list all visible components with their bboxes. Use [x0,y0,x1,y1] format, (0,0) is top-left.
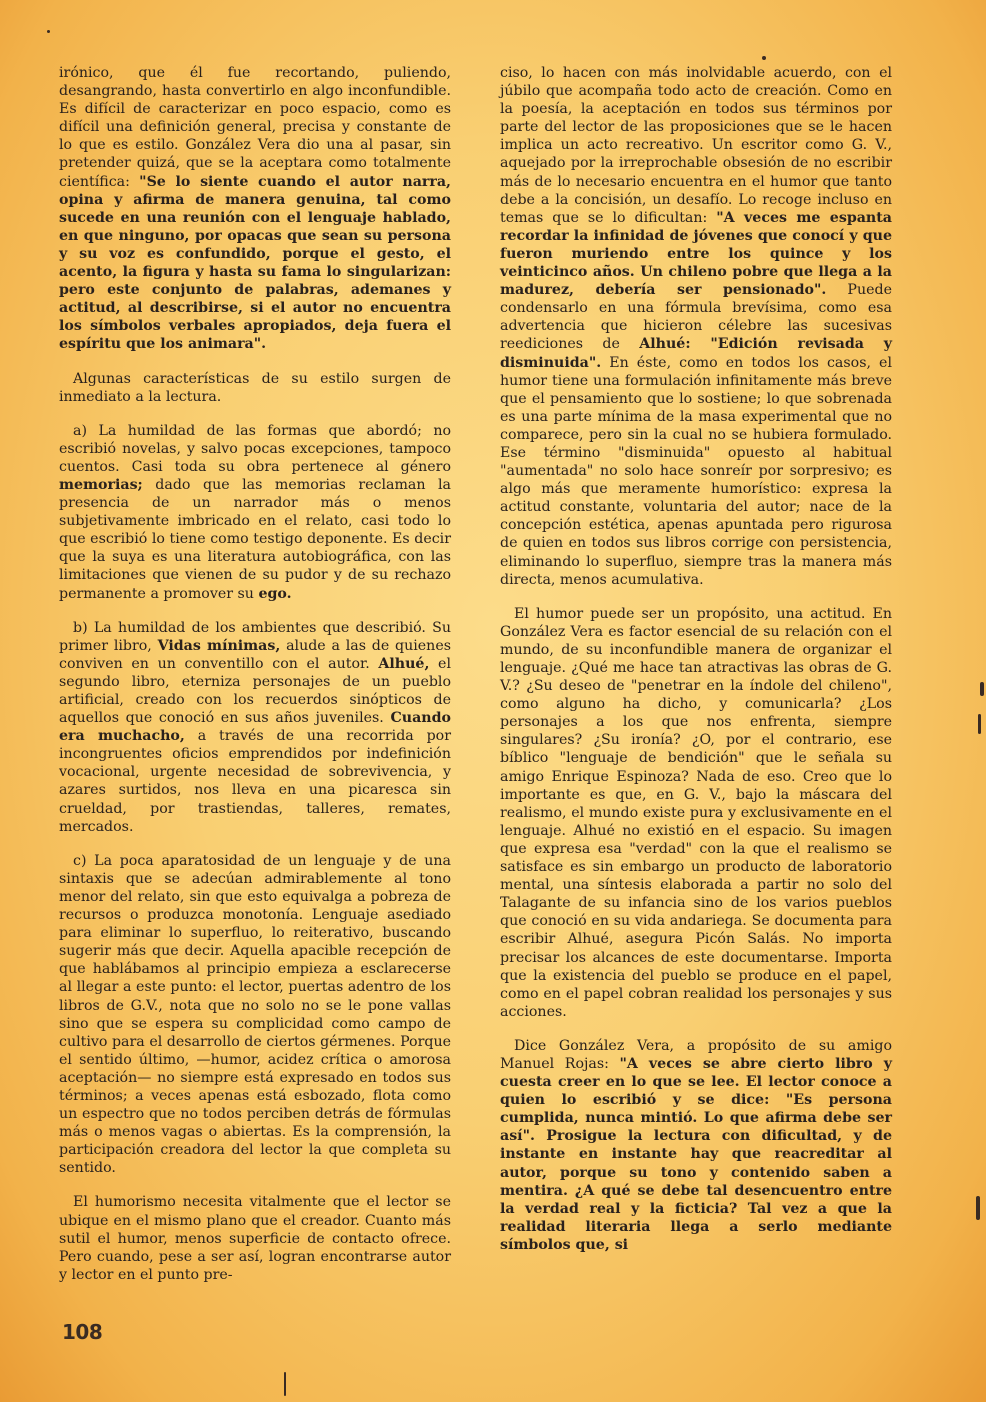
ink-speck [976,1196,980,1220]
book-title: Alhué, [378,655,430,672]
paragraph-item-c: c) La poca aparatosidad de un lenguaje y de una sintaxis que se adecúan admirablemente al tono menor del relato, sin que esto equivalga a pobreza de recursos o produzca monotonía. Lenguaje asediado para eliminar lo superfluo, lo reiterativo, buscando sugerir más que decir. Aquella apacible recepción de que hablábamos al principio empieza a esclarecerse al llegar a este punto: el lector, puertas adentro de los libros de G.V., nota que no solo no se le pone vallas sino que se espera su complicidad como campo de cultivo para el desarrollo de ciertos gérmenes. Porque el sentido último, —humor, acidez crítica o amorosa aceptación— no siempre está expresado en todos sus términos; a veces apenas está esbozado, flota como un espectro que no todos perciben detrás de fórmulas más o menos vagas o abiertas. Es la comprensión, la participación creadora del lector la que completa su sentido. [59,852,451,1177]
ink-speck [980,682,984,696]
ink-speck [47,30,50,33]
quote: "A veces me espanta recordar la infinidad de jóvenes que conocí y que fueron muriendo entre los quince y los veinticinco años. Un chileno pobre que llega a la madurez, debería ser pensionado". [500,209,892,299]
paragraph: Algunas características de su estilo surgen de inmediato a la lectura. [59,370,451,405]
quote-gonzalez-vera: "Se lo siente cuando el autor narra, opina y afirma de manera genuina, tal como sucede en una reunión con el lenguaje hablado, en que ninguno, por opacas que sean su persona y su voz es confundido, porque el gesto, el acento, la figura y hasta su fama lo singularizan: pero este conjunto de palabras, ademanes y actitud, al describirse, si el autor no encuentra los símbolos verbales apropiados, deja fuera el espíritu que los animara". [59,173,451,353]
left-column [59,64,451,1300]
paragraph-item-b: b) La humildad de los ambientes que describió. Su primer libro, Vidas mínimas, alude a las de quienes conviven en un conventillo con el autor. Alhué, el segundo libro, eterniza personajes de un pueblo artificial, creado con los recuerdos sinópticos de aquellos que conoció en sus años juveniles. Cuando era muchacho, a través de una recorrida por incongruentes oficios emprendidos por indefinición vocacional, urgente necesidad de sobrevivencia, y azares surtidos, nos lleva en una picaresca sin crueldad, por trastiendas, talleres, remates, mercados. [59,619,452,835]
paragraph-item-a: a) La humildad de las formas que abordó; no escribió novelas, y salvo pocas excepciones, tampoco cuentos. Casi toda su obra pertenece al género memorias; dado que las memorias reclaman la presencia de un narrador más o menos subjetivamente imbricado en el relato, casi todo lo que escribió lo tiene como testigo deponente. Es decir que la suya es una literatura autobiográfica, con las limitaciones que vienen de su pudor y de su rechazo permanente a promover su ego. [59,422,451,602]
paragraph: El humorismo necesita vitalmente que el lector se ubique en el mismo plano que el creador. Cuanto más sutil el humor, menos superficie de contacto ofrece. Pero cuando, pese a ser así, logran encontrarse autor y lector en el punto pre- [59,1194,451,1283]
ink-speck [762,56,766,60]
ink-speck [284,1372,286,1396]
right-column [500,64,892,1270]
quote: "A veces se abre cierto libro y cuesta creer en lo que se lee. El lector conoce a quien lo escribió y se dice: "Es persona cumplida, nunca mintió. Lo que afirma debe ser así". Prosigue la lectura con dificultad, y de instante en instante hay que reacreditar al autor, porque su tono y contenido saben a mentira. ¿A qué se debe tal desencuentro entre la verdad real y la ficticia? Tal vez a que la realidad literaria llega a serlo mediante símbolos que, si [500,1055,892,1253]
ink-speck [978,714,981,734]
page-number: 108 [62,1320,103,1344]
book-title: Cuando era muchacho, [59,710,451,745]
quote: Alhué: "Edición revisada y disminuida". [500,336,892,371]
paragraph: Dice González Vera, a propósito de su amigo Manuel Rojas: "A veces se abre cierto libro y cuesta creer en lo que se lee. El lector conoce a quien lo escribió y se dice: "Es persona cumplida, nunca mintió. Lo que afirma debe ser así". Prosigue la lectura con dificultad, y de instante en instante hay que reacreditar al autor, porque su tono y contenido saben a mentira. ¿A qué se debe tal desencuentro entre la verdad real y la ficticia? Tal vez a que la realidad literaria llega a serlo mediante símbolos que, si [500,1037,892,1253]
paragraph: El humor puede ser un propósito, una actitud. En González Vera es factor esencial de su relación con el mundo, de su inconfundible manera de organizar el lenguaje. ¿Qué me hace tan atractivas las obras de G. V.? ¿Su deseo de "penetrar en la índole del chileno", como alguno ha dicho, y comunicarla? ¿Los personajes a los que nos enfrenta, siempre singulares? ¿Su ironía? ¿O, por el contrario, ese bíblico "lenguaje de bendición" que le señala su amigo Enrique Espinoza? Nada de eso. Creo que lo importante es que, en G. V., bajo la máscara del realismo, el mundo existe pura y exclusivamente en el lenguaje. Alhué no existió en el espacio. Su imagen que expresa esa "verdad" con la que el realismo se satisface es sin embargo un producto de laboratorio mental, una síntesis elaborada a partir no solo del Talagante de su infancia sino de los varios pueblos que conoció en su vida andariega. Se documenta para escribir Alhué, asegura Picón Salás. No importa precisar los alcances de este documentarse. Importa que la existencia del pueblo se produce en el papel, como en el papel cobran realidad los personajes y sus acciones. [500,605,892,1020]
book-title: Vidas mínimas, [157,637,281,654]
paragraph: irónico, que él fue recortando, puliendo, desangrando, hasta convertirlo en algo inconfundible. Es difícil de caracterizar en poco espacio, como es difícil una definición general, precisa y constante de lo que es estilo. González Vera dio una al pasar, sin pretender quizá, que se la aceptara como totalmente científica: "Se lo siente cuando el autor narra, opina y afirma de manera genuina, tal como sucede en una reunión con el lenguaje hablado, en que ninguno, por opacas que sean su persona y su voz es confundido, porque el gesto, el acento, la figura y hasta su fama lo singularizan: pero este conjunto de palabras, ademanes y actitud, al describirse, si el autor no encuentra los símbolos verbales apropiados, deja fuera el espíritu que los animara". [59,65,451,353]
paragraph: ciso, lo hacen con más inolvidable acuerdo, con el júbilo que acompaña todo acto de creación. Como en la poesía, la aceptación en todos sus términos por parte del lector de las proposiciones que se le hacen implica un acto recreativo. Un escritor como G. V., aquejado por la irreprochable obsesión de no escribir más de lo necesario encuentra en el humor que tanto debe a la concisión, un desafío. Lo recoge incluso en temas que se lo dificultan: "A veces me espanta recordar la infinidad de jóvenes que conocí y que fueron muriendo entre los quince y los veinticinco años. Un chileno pobre que llega a la madurez, debería ser pensionado". Puede condensarlo en una fórmula brevísima, como esa advertencia que hicieron célebre las sucesivas reediciones de Alhué: "Edición revisada y disminuida". En éste, como en todos los casos, el humor tiene una formulación infinitamente más breve que el pensamiento que lo sostiene; lo que sobrenada es una parte mínima de la masa experimental que no comparece, pero sin la cual no se hubiera formulado. Ese término "disminuida" opuesto al habitual "aumentada" no solo hace sonreír por sorpresivo; es algo más que meramente humorístico: expresa la actitud constante, voluntaria del autor; nace de la concepción estética, apenas apuntada pero rigurosa de quien en todos sus libros corrige con persistencia, eliminando lo superfluo, siempre tras la manera más directa, menos acumulativa. [500,65,892,588]
